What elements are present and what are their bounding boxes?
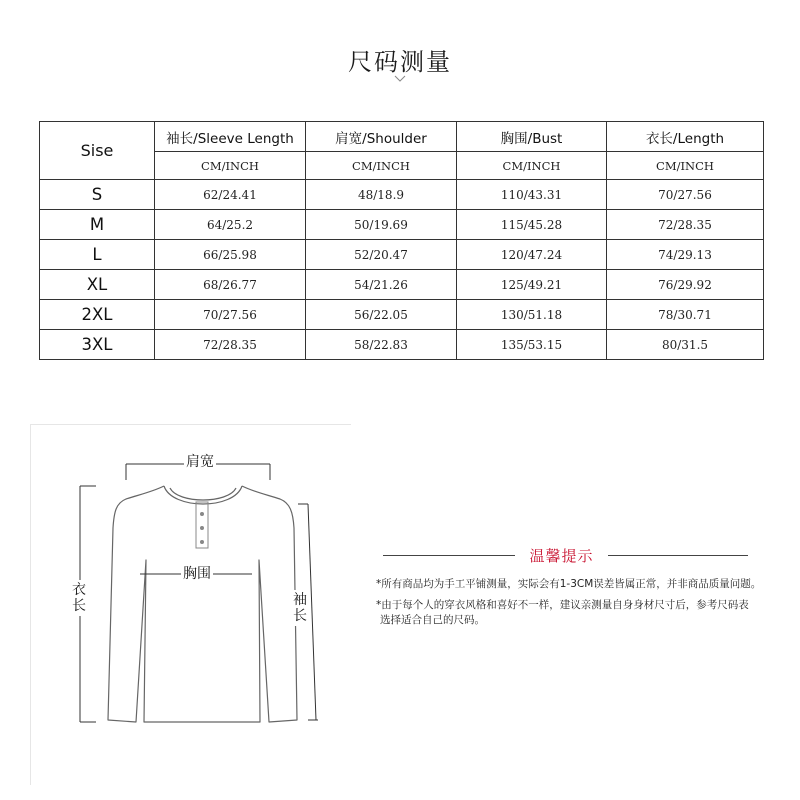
header-shoulder: 肩宽/Shoulder [306,122,457,152]
header-length: 衣长/Length [607,122,764,152]
tips-divider-right [608,555,748,556]
table-cell: 50/19.69 [306,210,457,240]
size-column-header: Sise [40,122,155,180]
table-row [40,330,764,360]
table-cell: 120/47.24 [457,240,607,270]
table-row [40,270,764,300]
table-cell: 66/25.98 [155,240,306,270]
table-row [40,300,764,330]
table-header-row [40,122,764,152]
table-cell: 72/28.35 [155,330,306,360]
table-cell: 78/30.71 [607,300,764,330]
table-cell: 125/49.21 [457,270,607,300]
table-cell: 62/24.41 [155,180,306,210]
table-row [40,180,764,210]
unit-label: CM/INCH [306,152,457,180]
table-cell: 70/27.56 [155,300,306,330]
table-cell: 135/53.15 [457,330,607,360]
shoulder-label: 肩宽 [186,454,214,470]
length-label: 衣长 [72,582,86,614]
table-cell: 76/29.92 [607,270,764,300]
table-cell: 115/45.28 [457,210,607,240]
table-cell: 72/28.35 [607,210,764,240]
table-cell: 56/22.05 [306,300,457,330]
size-chart-table [39,121,764,360]
tips-divider-left [383,555,515,556]
table-cell: 54/21.26 [306,270,457,300]
table-cell: 68/26.77 [155,270,306,300]
table-row [40,210,764,240]
table-cell: 74/29.13 [607,240,764,270]
table-cell: 80/31.5 [607,330,764,360]
size-label: S [40,180,155,210]
unit-label: CM/INCH [155,152,306,180]
tips-line: *由于每个人的穿衣风格和喜好不一样，建议亲测量自身身材尺寸后，参考尺码表 [376,599,749,611]
shirt-outline [108,486,297,722]
table-cell: 48/18.9 [306,180,457,210]
header-bust: 胸围/Bust [457,122,607,152]
header-sleeve-length: 袖长/Sleeve Length [155,122,306,152]
tips-title: 温馨提示 [529,547,594,565]
chevron-down-icon [393,74,407,84]
table-cell: 110/43.31 [457,180,607,210]
table-cell: 130/51.18 [457,300,607,330]
shirt-measurement-diagram [60,450,320,740]
tips-line: 选择适合自己的尺码。 [380,614,485,626]
table-cell: 64/25.2 [155,210,306,240]
page-title: 尺码测量 [348,48,452,76]
size-label: L [40,240,155,270]
size-label: XL [40,270,155,300]
tips-line: *所有商品均为手工平铺测量，实际会有1-3CM误差皆属正常，并非商品质量问题。 [376,578,762,590]
sleeve-label: 袖长 [293,592,307,624]
table-row [40,240,764,270]
placket [196,502,208,548]
unit-label: CM/INCH [607,152,764,180]
table-cell: 52/20.47 [306,240,457,270]
bust-label: 胸围 [183,566,211,582]
unit-label: CM/INCH [457,152,607,180]
size-label: M [40,210,155,240]
table-cell: 58/22.83 [306,330,457,360]
size-label: 2XL [40,300,155,330]
table-cell: 70/27.56 [607,180,764,210]
size-label: 3XL [40,330,155,360]
